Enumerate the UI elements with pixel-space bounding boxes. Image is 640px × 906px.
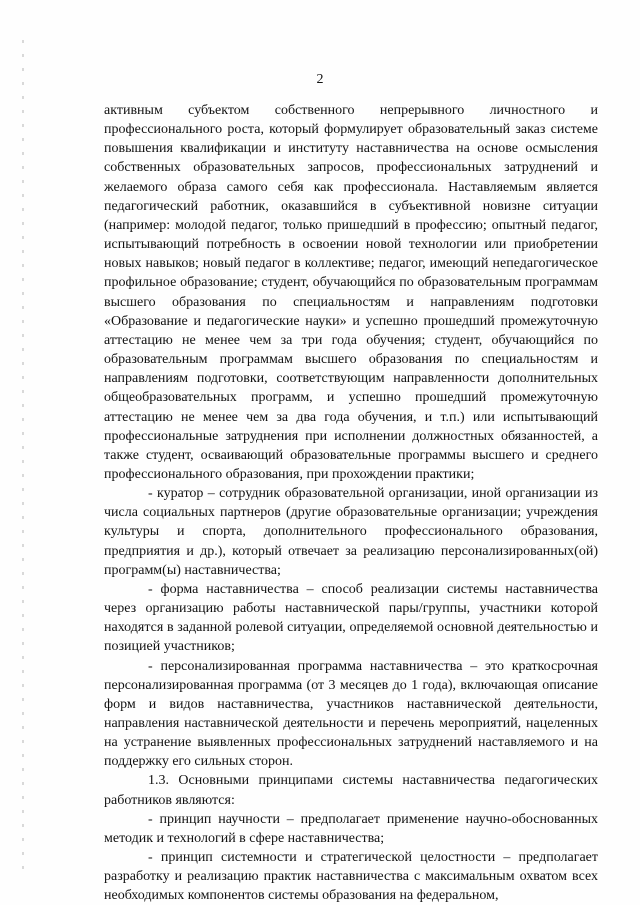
page-number: 2 <box>316 72 324 87</box>
document-body <box>104 101 598 906</box>
paragraph-mentoring-form-definition: - форма наставничества – способ реализации системы наставничества через организацию работы наставнической пары/группы, участники которой находятся в заданной ролевой ситуации, определяемой основной деятельностью и позицией участников; <box>104 581 598 655</box>
paragraph-personalized-program-definition: - персонализированная программа наставничества – это краткосрочная персонализированная программа (от 3 месяцев до 1 года), включающая описание форм и видов наставничества, участников наставнической деятельности, направления наставнической деятельности и перечень мероприятий, нацеленных на устранение выявленных профессиональных затруднений наставляемого и на поддержку его сильных сторон. <box>104 658 598 770</box>
paragraph-section-1-3: 1.3. Основными принципами системы наставничества педагогических работников являются: <box>104 773 598 808</box>
paragraph-principle-systemic: - принцип системности и стратегической целостности – предполагает разработку и реализацию практик наставничества с максимальным охватом всех необходимых компонентов системы образования на федеральном, <box>104 850 598 904</box>
paragraph-principle-scientific: - принцип научности – предполагает применение научно-обоснованных методик и технологий в сфере наставничества; <box>104 811 598 846</box>
paragraph-mentee-definition: активным субъектом собственного непрерывного личностного и профессионального роста, который формулирует образовательный заказ системе повышения квалификации и институту наставничества на основе осмысления собственных образовательных запросов, профессиональных затруднений и желаемого образа самого себя как профессионала. Наставляемым является педагогический работник, оказавшийся в субъективной новизне ситуации (например: молодой педагог, только пришедший в профессию; опытный педагог, испытывающий потребность в освоении новой технологии или приобретении новых навыков; новый педагог в коллективе; педагог, имеющий непедагогическое профильное образование; студент, обучающийся по образовательным программам высшего образования по специальностям и направлениям подготовки «Образование и педагогические науки» и успешно прошедший промежуточную аттестацию не менее чем за три года обучения; студент, обучающийся по образовательным программам высшего образования по специальностям и направлениям подготовки, соответствующим направленности дополнительных общеобразовательных программ, и успешно прошедший промежуточную аттестацию не менее чем за два года обучения, и т.п.) или испытывающий профессиональные затруднения при исполнении должностных обязанностей, а также студент, осваивающий образовательные программы высшего и среднего профессионального образования, при прохождении практики; <box>104 103 598 482</box>
binding-punch-marks <box>22 40 24 870</box>
paragraph-curator-definition: - куратор – сотрудник образовательной организации, иной организации из числа социальных партнеров (другие образовательные организации; учреждения культуры и спорта, дополнительного профессионального образования, предприятия и др.), который отвечает за реализацию персонализированных(ой) программ(ы) наставничества; <box>104 486 598 578</box>
